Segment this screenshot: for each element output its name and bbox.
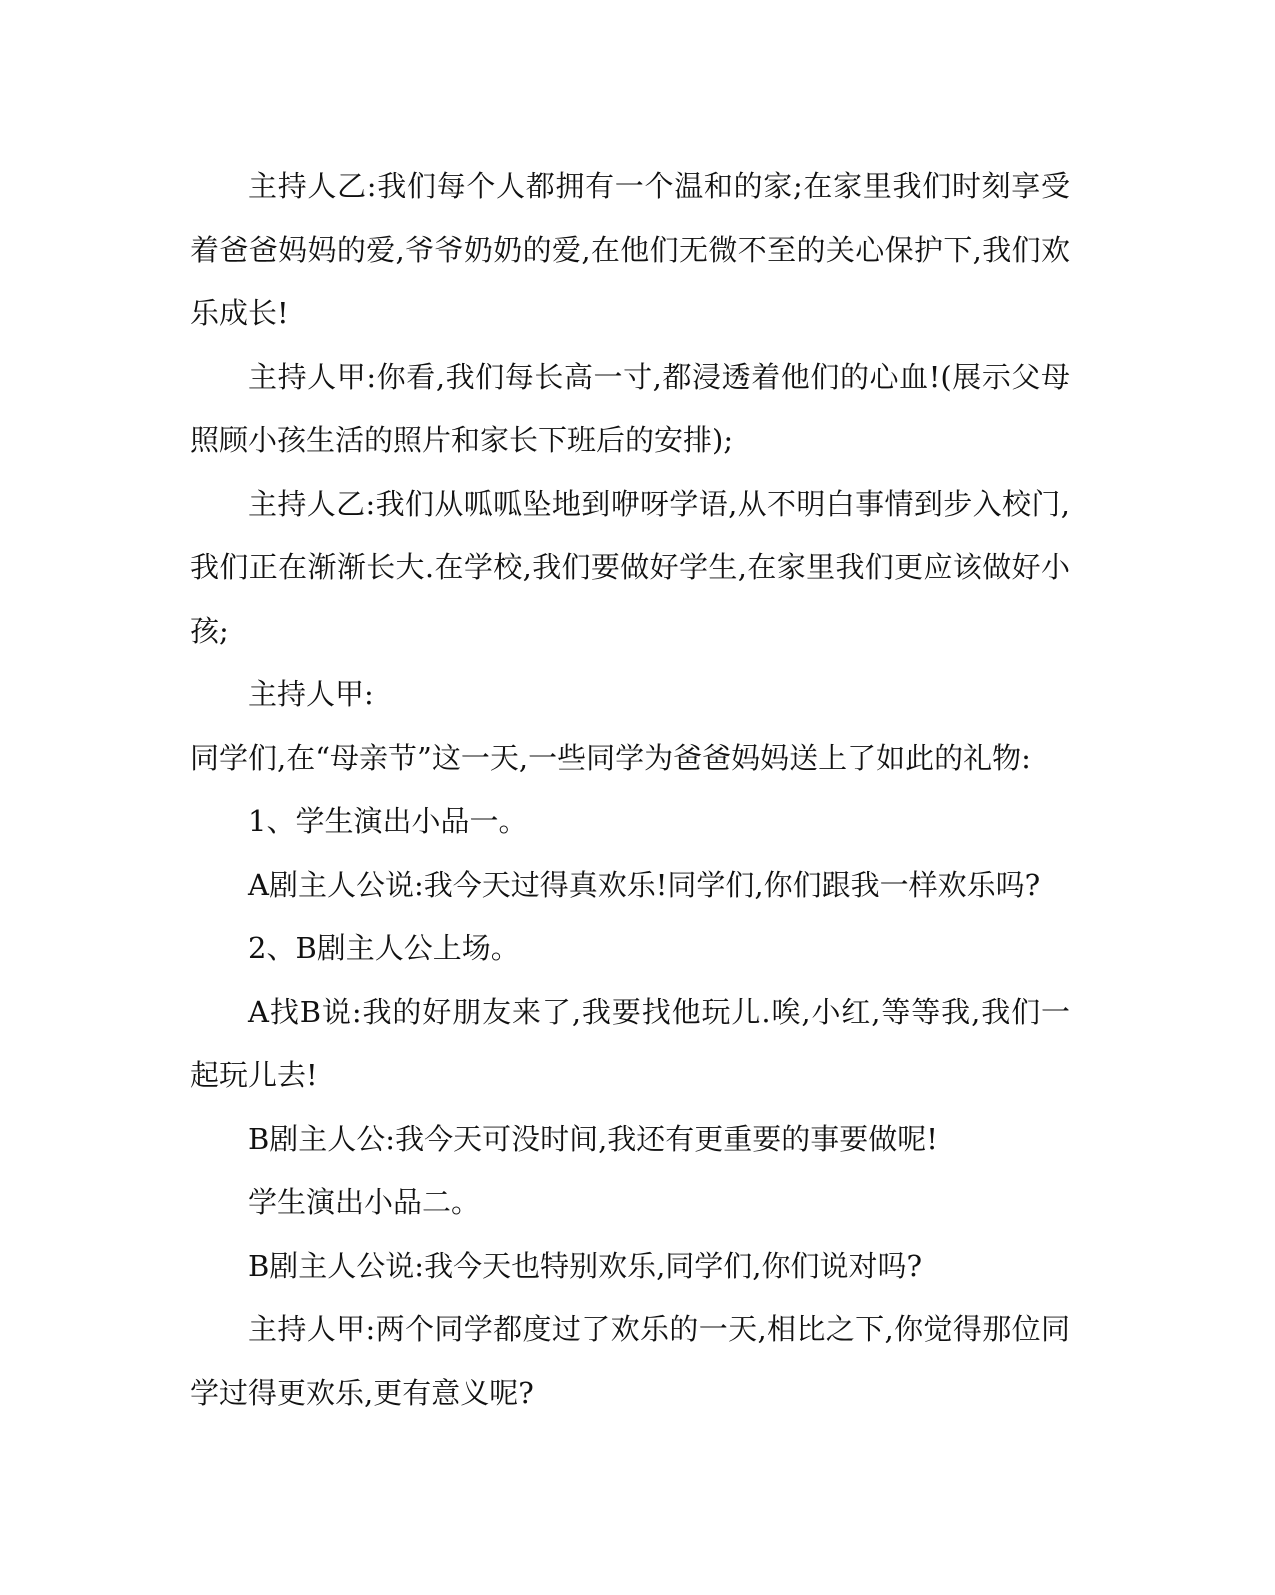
paragraph-skit-2: 学生演出小品二。	[248, 1185, 481, 1219]
paragraph-host-b-1: 主持人乙:我们每个人都拥有一个温和的家;在家里我们时刻享受着爸爸妈妈的爱,爷爷奶奶的爱,在他们无微不至的关心保护下,我们欢乐成长!	[190, 169, 1070, 330]
paragraph-b-enters: 2、B剧主人公上场。	[248, 931, 520, 965]
paragraph-skit-1: 1、学生演出小品一。	[248, 804, 528, 838]
paragraph-host-a-2: 主持人甲:	[248, 677, 374, 711]
paragraph-host-b-2: 主持人乙:我们从呱呱坠地到咿呀学语,从不明白事情到步入校门,我们正在渐渐长大.在学校,我们要做好学生,在家里我们更应该做好小孩;	[190, 486, 1070, 648]
paragraph-a-finds-b: A找B说:我的好朋友来了,我要找他玩儿.唉,小红,等等我,我们一起玩儿去!	[190, 994, 1070, 1092]
paragraph-host-a-1: 主持人甲:你看,我们每长高一寸,都浸透着他们的心血!(展示父母照顾小孩生活的照片和家长下班后的安排);	[190, 359, 1070, 457]
paragraph-a-says: A剧主人公说:我今天过得真欢乐!同学们,你们跟我一样欢乐吗?	[248, 867, 1041, 902]
paragraph-classmates: 同学们,在“母亲节”这一天,一些同学为爸爸妈妈送上了如此的礼物:	[190, 740, 1031, 775]
document-body	[190, 155, 1070, 1425]
paragraph-b-says: B剧主人公说:我今天也特别欢乐,同学们,你们说对吗?	[248, 1248, 923, 1283]
paragraph-b-replies: B剧主人公:我今天可没时间,我还有更重要的事要做呢!	[248, 1121, 938, 1156]
paragraph-host-a-3: 主持人甲:两个同学都度过了欢乐的一天,相比之下,你觉得那位同学过得更欢乐,更有意义呢?	[190, 1312, 1070, 1410]
